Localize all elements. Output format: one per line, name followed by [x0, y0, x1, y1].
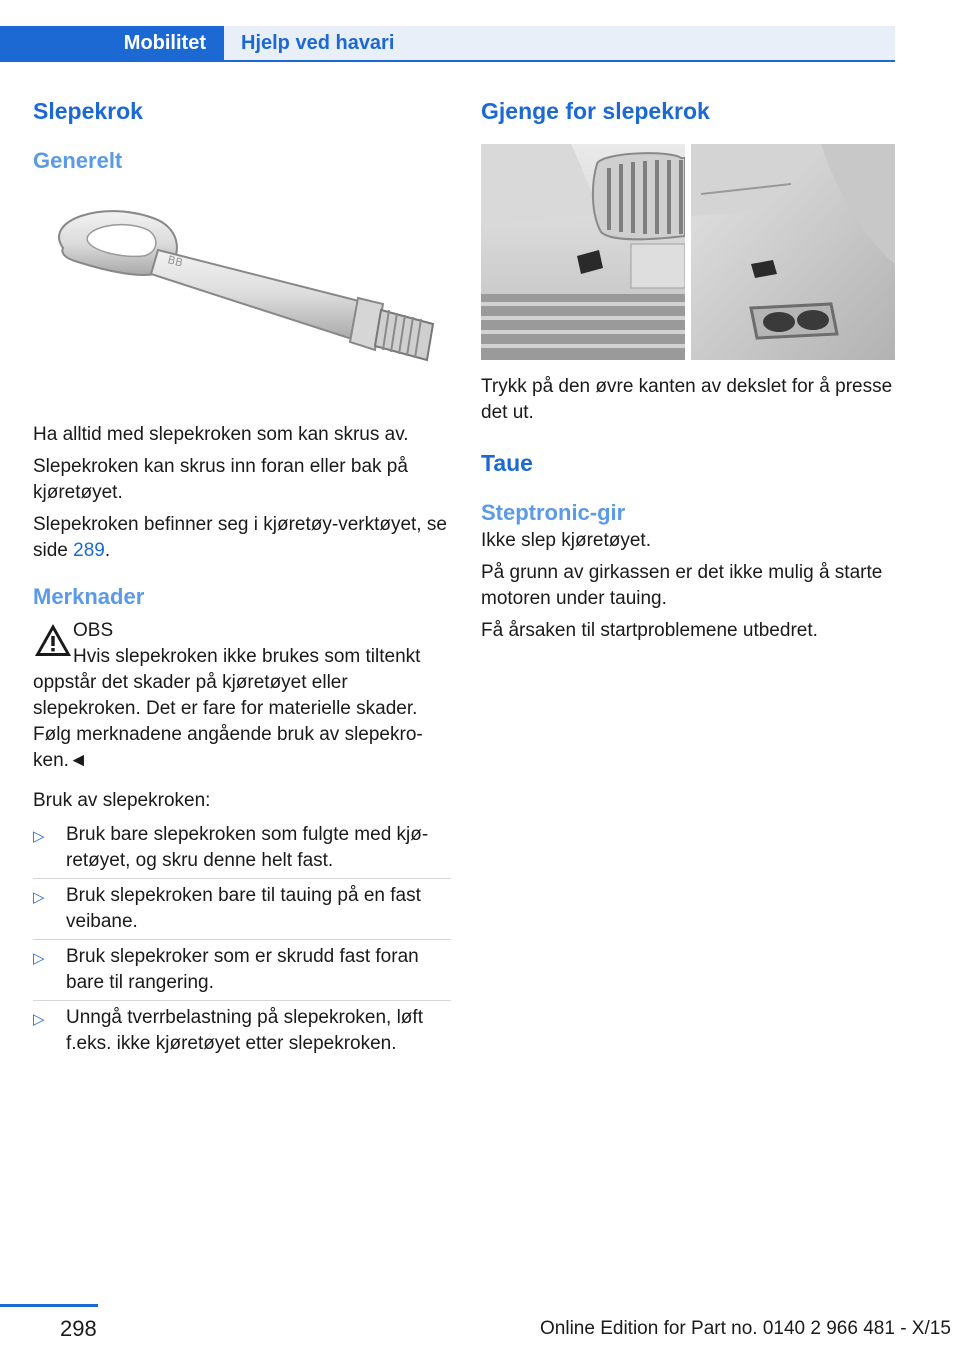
- section-label: Mobilitet: [123, 32, 206, 54]
- section-title-taue: Taue: [481, 450, 533, 476]
- subtitle-merknader: Merknader: [33, 584, 145, 609]
- section-title-gjenge: Gjenge for slepekrok: [481, 98, 710, 124]
- warning-body: Hvis slepekroken ikke brukes som tiltenkt oppstår det skader på kjøretøyet eller slepekroken. Det er fare for materielle skader. Følg merknadene angående bruk av slepekroken.◄: [33, 646, 423, 771]
- page-number: 298: [60, 1316, 97, 1341]
- right-paragraph-1: Ikke slep kjøretøyet.: [481, 530, 651, 551]
- edition-text: Online Edition for Part no. 0140 2 966 481 - X/15: [540, 1318, 951, 1339]
- subtitle-steptronic: Steptronic-gir: [481, 500, 626, 525]
- tow-hook-illustration: [33, 190, 451, 422]
- header-tabs: [0, 26, 895, 62]
- triangle-bullet-icon: ▷: [33, 950, 45, 967]
- subsection-tab: [224, 26, 895, 60]
- warning-triangle-icon: [33, 622, 73, 658]
- paragraph-3: [33, 512, 451, 564]
- usage-intro: Bruk av slepekroken:: [33, 790, 211, 811]
- right-paragraph-3: Få årsaken til startproblemene utbedret.: [481, 620, 818, 641]
- header-rule: [0, 60, 895, 62]
- paragraph-1: Ha alltid med slepekroken som kan skrus av.: [33, 424, 409, 445]
- paragraph-3-end: .: [104, 540, 111, 561]
- hook-marking: BB: [166, 253, 185, 270]
- usage-list: [33, 818, 451, 1061]
- warning-title: OBS: [73, 620, 114, 641]
- subtitle-generelt: Generelt: [33, 148, 123, 173]
- left-column: [33, 96, 451, 1061]
- right-column: [481, 96, 901, 644]
- page-link-289[interactable]: 289: [73, 540, 105, 561]
- footer-rule: [0, 1304, 98, 1307]
- section-tab: [0, 26, 224, 60]
- photo-caption: Trykk på den øvre kanten av dekslet for å presse det ut.: [481, 376, 893, 423]
- warning-block: [33, 618, 451, 774]
- paragraph-3-text: Slepekroken befinner seg i kjøretøy-verktøyet, se side: [33, 514, 447, 561]
- car-bumper-photo: [481, 144, 895, 360]
- list-item: ▷ Bruk slepekroker som er skrudd fast foran bare til rangering.: [33, 940, 451, 1001]
- list-item: ▷ Bruk slepekroken bare til tauing på en fast veibane.: [33, 879, 451, 940]
- section-title-slepekrok: Slepekrok: [33, 98, 143, 124]
- paragraph-2: Slepekroken kan skrus inn foran eller bak på kjøretøyet.: [33, 456, 408, 503]
- subsection-label: Hjelp ved havari: [241, 32, 395, 54]
- triangle-bullet-icon: ▷: [33, 828, 45, 845]
- list-item: ▷ Bruk bare slepekroken som fulgte med kjøretøyet, og skru denne helt fast.: [33, 818, 451, 879]
- triangle-bullet-icon: ▷: [33, 889, 45, 906]
- triangle-bullet-icon: ▷: [33, 1011, 45, 1028]
- right-paragraph-2: På grunn av girkassen er det ikke mulig å starte motoren under tauing.: [481, 562, 883, 609]
- list-item: ▷ Unngå tverrbelastning på slepekroken, løft f.eks. ikke kjøretøyet etter slepekroken.: [33, 1007, 423, 1054]
